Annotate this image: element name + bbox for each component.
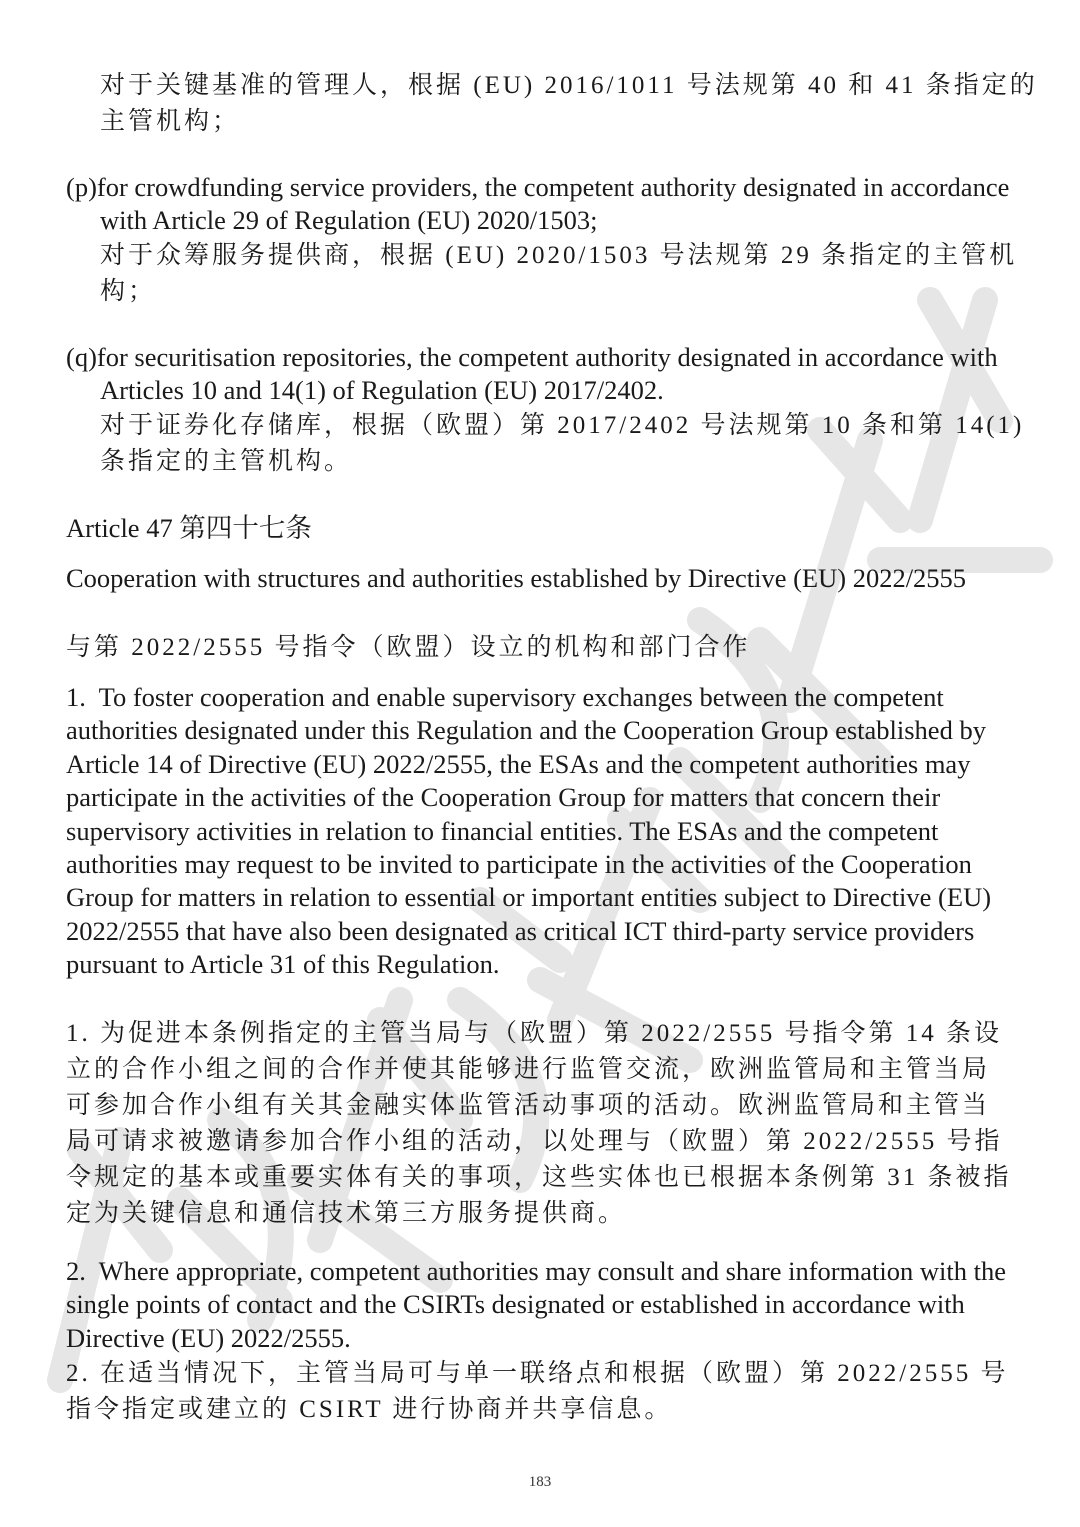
paragraph-q-chinese: 对于证券化存储库，根据（欧盟）第 2017/2402 号法规第 10 条和第 14(1)条指定的主管机构。 — [100, 412, 1025, 475]
paragraph-p-english: (p)for crowdfunding service providers, the competent authority designated in accordance with Article 29 of Regulation (EU) 2020/1503; — [66, 172, 1016, 236]
page-number: 183 — [528, 1474, 552, 1490]
article-title-chinese: 与第 2022/2555 号指令（欧盟）设立的机构和部门合作 — [66, 634, 751, 661]
item-1-chinese: 1. 为促进本条例指定的主管当局与（欧盟）第 2022/2555 号指令第 14 条设立的合作小组之间的合作并使其能够进行监管交流，欧洲监管局和主管当局可参加合作小组有关其金融实体监管活动事项的活动。欧洲监管局和主管当局可请求被邀请参加合作小组的活动，以处理与（欧盟）第 2022/2555 号指令规定的基本或重要实体有关的事项，这些实体也已根据本条例第 31 条被指定为关键信息和通信技术第三方服务提供商。 — [66, 1020, 1012, 1227]
item-2-chinese: 2. 在适当情况下，主管当局可与单一联络点和根据（欧盟）第 2022/2555 号指令指定或建立的 CSIRT 进行协商并共享信息。 — [66, 1360, 1009, 1423]
paragraph-q-english: (q)for securitisation repositories, the competent authority designated in accordance with Articles 10 and 14(1) of Regulation (EU) 2017/2402. — [66, 342, 1003, 406]
item-2-english: 2. Where appropriate, competent authorities may consult and share information with the single points of contact and the CSIRTs designated or established in accordance with Directive (EU) 2022/2555. — [66, 1256, 1013, 1353]
paragraph-o-chinese: 对于关键基准的管理人，根据 (EU) 2016/1011 号法规第 40 和 41 条指定的主管机构； — [100, 72, 1038, 135]
article-title-english: Cooperation with structures and authorities established by Directive (EU) 2022/2555 — [66, 563, 967, 593]
item-1-english: 1. To foster cooperation and enable supervisory exchanges between the competent authorities designated under this Regulation and the Cooperation Group established by Article 14 of Directive (EU) 2022/2555, the ESAs and the competent authorities may participate in the activities of the Cooperation Group for matters that concern their supervisory activities in relation to financial entities. The ESAs and the competent authorities may request to be invited to participate in the activities of the Cooperation Group for matters in relation to essential or important entities subject to Directive (EU) 2022/2555 that have also been designated as critical ICT third-party service providers pursuant to Article 31 of this Regulation. — [66, 682, 998, 980]
paragraph-p-chinese: 对于众筹服务提供商，根据 (EU) 2020/1503 号法规第 29 条指定的主管机构； — [100, 242, 1018, 305]
article-heading: Article 47 第四十七条 — [66, 513, 312, 543]
